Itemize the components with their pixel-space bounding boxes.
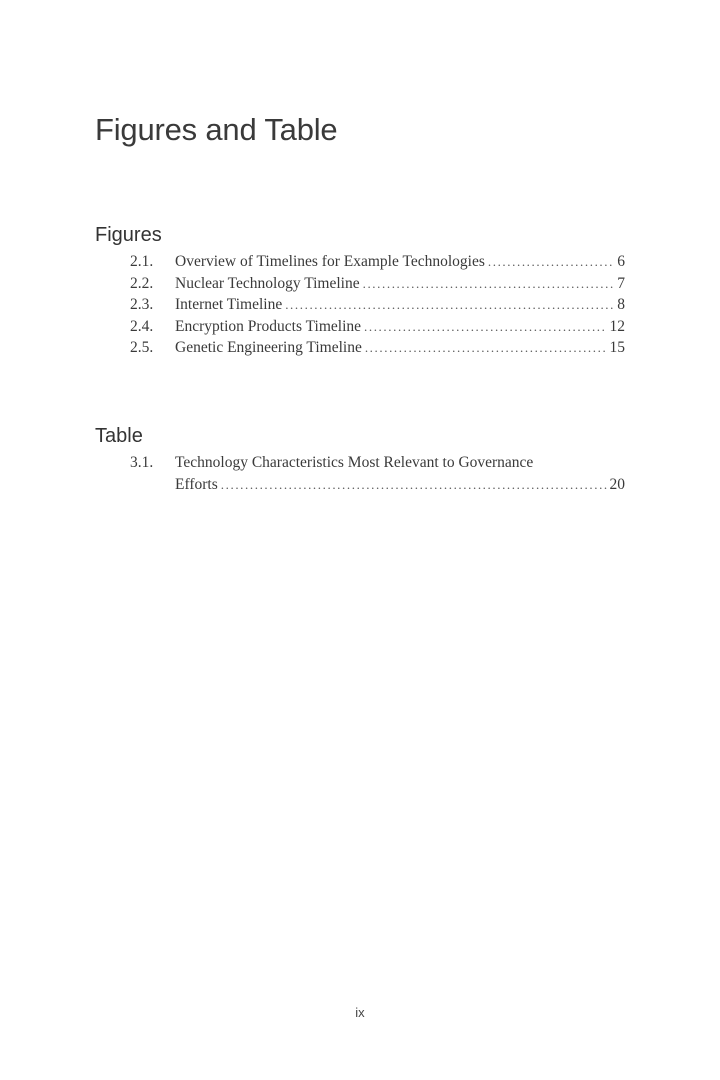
entry-page-number: 6 [617,253,625,270]
dot-leader [488,251,614,273]
entry-number: 3.1. [130,454,154,471]
figure-entry[interactable] [0,337,720,359]
entry-title-line-2: Efforts [175,475,218,493]
entry-page-number: 20 [609,475,625,493]
dot-leader [363,273,615,295]
entry-line [175,251,625,273]
table-heading: Table [95,425,143,447]
entry-line [175,273,625,295]
figure-entry[interactable] [0,294,720,316]
page-title: Figures and Table [95,112,338,147]
dot-leader [221,474,607,496]
entry-line [175,474,625,496]
entry-line [175,316,625,338]
entry-number: 2.5. [130,339,154,357]
entry-title: Nuclear Technology Timeline [175,274,360,292]
figure-entry[interactable] [0,251,720,273]
entry-number: 2.4. [130,317,154,335]
figures-list [0,251,720,359]
entry-title: Encryption Products Timeline [175,317,361,335]
figure-entry[interactable] [0,273,720,295]
entry-page-number: 15 [609,339,625,357]
figure-entry[interactable] [0,316,720,338]
entry-number: 2.1. [130,253,154,270]
dot-leader [285,294,614,316]
entry-line [175,337,625,359]
page-folio: ix [355,1005,365,1020]
figures-heading: Figures [95,224,162,246]
entry-number: 2.2. [130,274,154,292]
entry-title-line-1: Technology Characteristics Most Relevant to Governance [175,454,534,471]
entry-number: 2.3. [130,296,154,314]
dot-leader [364,316,607,338]
entry-title: Genetic Engineering Timeline [175,339,362,357]
entry-page-number: 7 [617,274,625,292]
table-list [0,452,720,495]
dot-leader [365,337,607,359]
entry-page-number: 8 [617,296,625,314]
entry-page-number: 12 [609,317,625,335]
table-entry[interactable] [0,452,720,495]
entry-line [175,294,625,316]
entry-title: Internet Timeline [175,296,283,314]
entry-title: Overview of Timelines for Example Technologies [175,253,485,270]
